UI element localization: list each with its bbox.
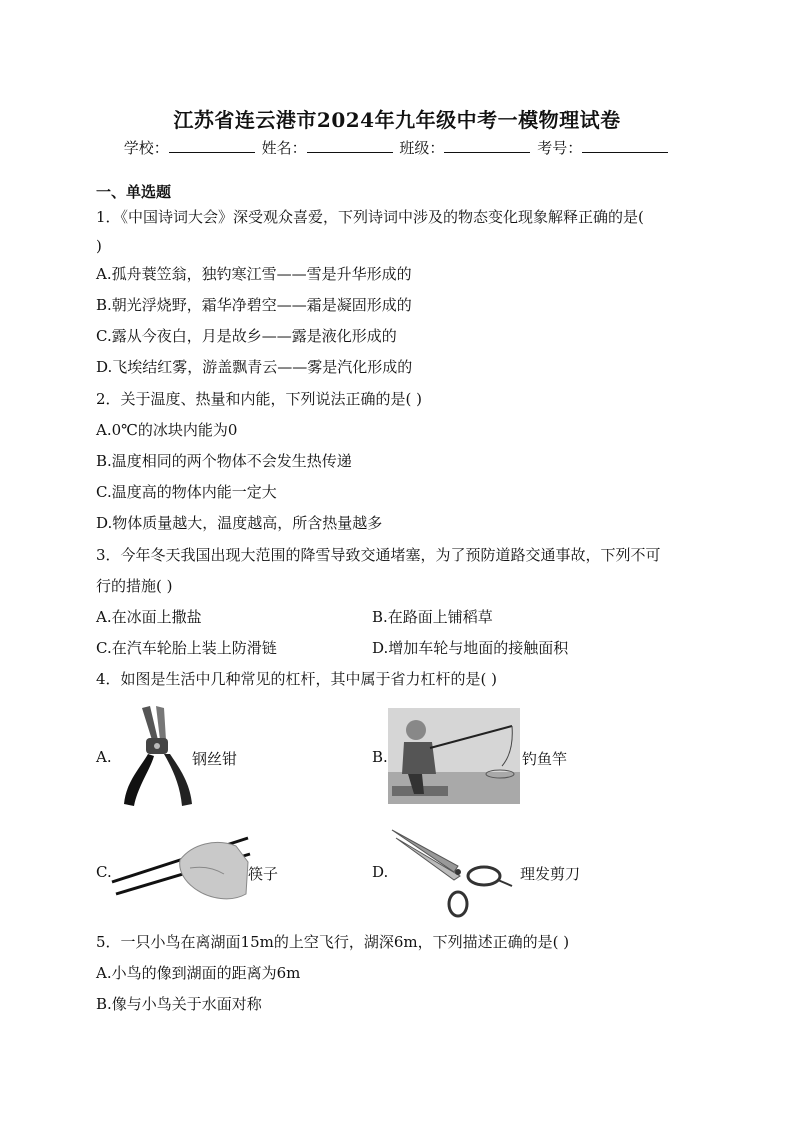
number-label: 考号： <box>537 139 583 157</box>
q1-option-c: C.露从今夜白，月是故乡——露是液化形成的 <box>96 327 397 345</box>
q3-option-b: B.在路面上铺稻草 <box>372 608 493 626</box>
q1-option-b: B.朝光浮烧野，霜华净碧空——霜是凝固形成的 <box>96 296 412 314</box>
q4-d-letter: D. <box>372 863 389 881</box>
q1-stem: 1．《中国诗词大会》深受观众喜爱，下列诗词中涉及的物态变化现象解释正确的是( <box>96 208 644 226</box>
q3-option-d: D.增加车轮与地面的接触面积 <box>372 639 569 657</box>
pliers-image <box>112 702 192 810</box>
q4-stem: 4．如图是生活中几种常见的杠杆，其中属于省力杠杆的是( ) <box>96 670 498 688</box>
number-blank <box>582 138 668 153</box>
q4-b-letter: B. <box>372 748 388 766</box>
q2-stem: 2．关于温度、热量和内能，下列说法正确的是( ) <box>96 390 423 408</box>
q4-c-label: 筷子 <box>248 865 279 883</box>
q5-option-b: B.像与小鸟关于水面对称 <box>96 995 262 1013</box>
q3-stem: 3．今年冬天我国出现大范围的降雪导致交通堵塞，为了预防道路交通事故，下列不可 <box>96 546 661 564</box>
name-label: 姓名： <box>261 139 307 157</box>
q4-b-label: 钓鱼竿 <box>522 750 568 768</box>
q5-option-a: A.小鸟的像到湖面的距离为6m <box>96 964 301 982</box>
q4-a-label: 钢丝钳 <box>192 750 238 768</box>
class-blank <box>444 138 530 153</box>
q2-option-c: C.温度高的物体内能一定大 <box>96 483 277 501</box>
school-label: 学校： <box>123 139 169 157</box>
q4-c-letter: C. <box>96 863 112 881</box>
q3-option-a: A.在冰面上撒盐 <box>96 608 202 626</box>
q4-d-label: 理发剪刀 <box>520 865 581 883</box>
class-label: 班级： <box>399 139 445 157</box>
q3-stem-end: 行的措施( ) <box>96 577 173 595</box>
q2-option-b: B.温度相同的两个物体不会发生热传递 <box>96 452 352 470</box>
q4-a-letter: A. <box>96 748 112 766</box>
q1-stem-end: ) <box>96 237 102 255</box>
school-blank <box>169 138 255 153</box>
q2-option-d: D.物体质量越大，温度越高，所含热量越多 <box>96 514 383 532</box>
q5-stem: 5．一只小鸟在离湖面15m的上空飞行，湖深6m，下列描述正确的是( ) <box>96 933 570 951</box>
student-info-line <box>0 137 794 158</box>
q1-option-d: D.飞埃结红雾，游盖飘青云——雾是汽化形成的 <box>96 358 413 376</box>
section-heading: 一、单选题 <box>96 183 172 201</box>
q2-option-a: A.0℃的冰块内能为0 <box>96 421 238 439</box>
q3-option-c: C.在汽车轮胎上装上防滑链 <box>96 639 277 657</box>
exam-title: 江苏省连云港市2024年九年级中考一模物理试卷 <box>173 108 621 132</box>
scissors-image <box>388 822 518 920</box>
fishing-rod-image <box>388 708 520 804</box>
name-blank <box>307 138 393 153</box>
q1-option-a: A.孤舟蓑笠翁，独钓寒江雪——雪是升华形成的 <box>96 265 412 283</box>
chopsticks-image <box>110 832 252 912</box>
